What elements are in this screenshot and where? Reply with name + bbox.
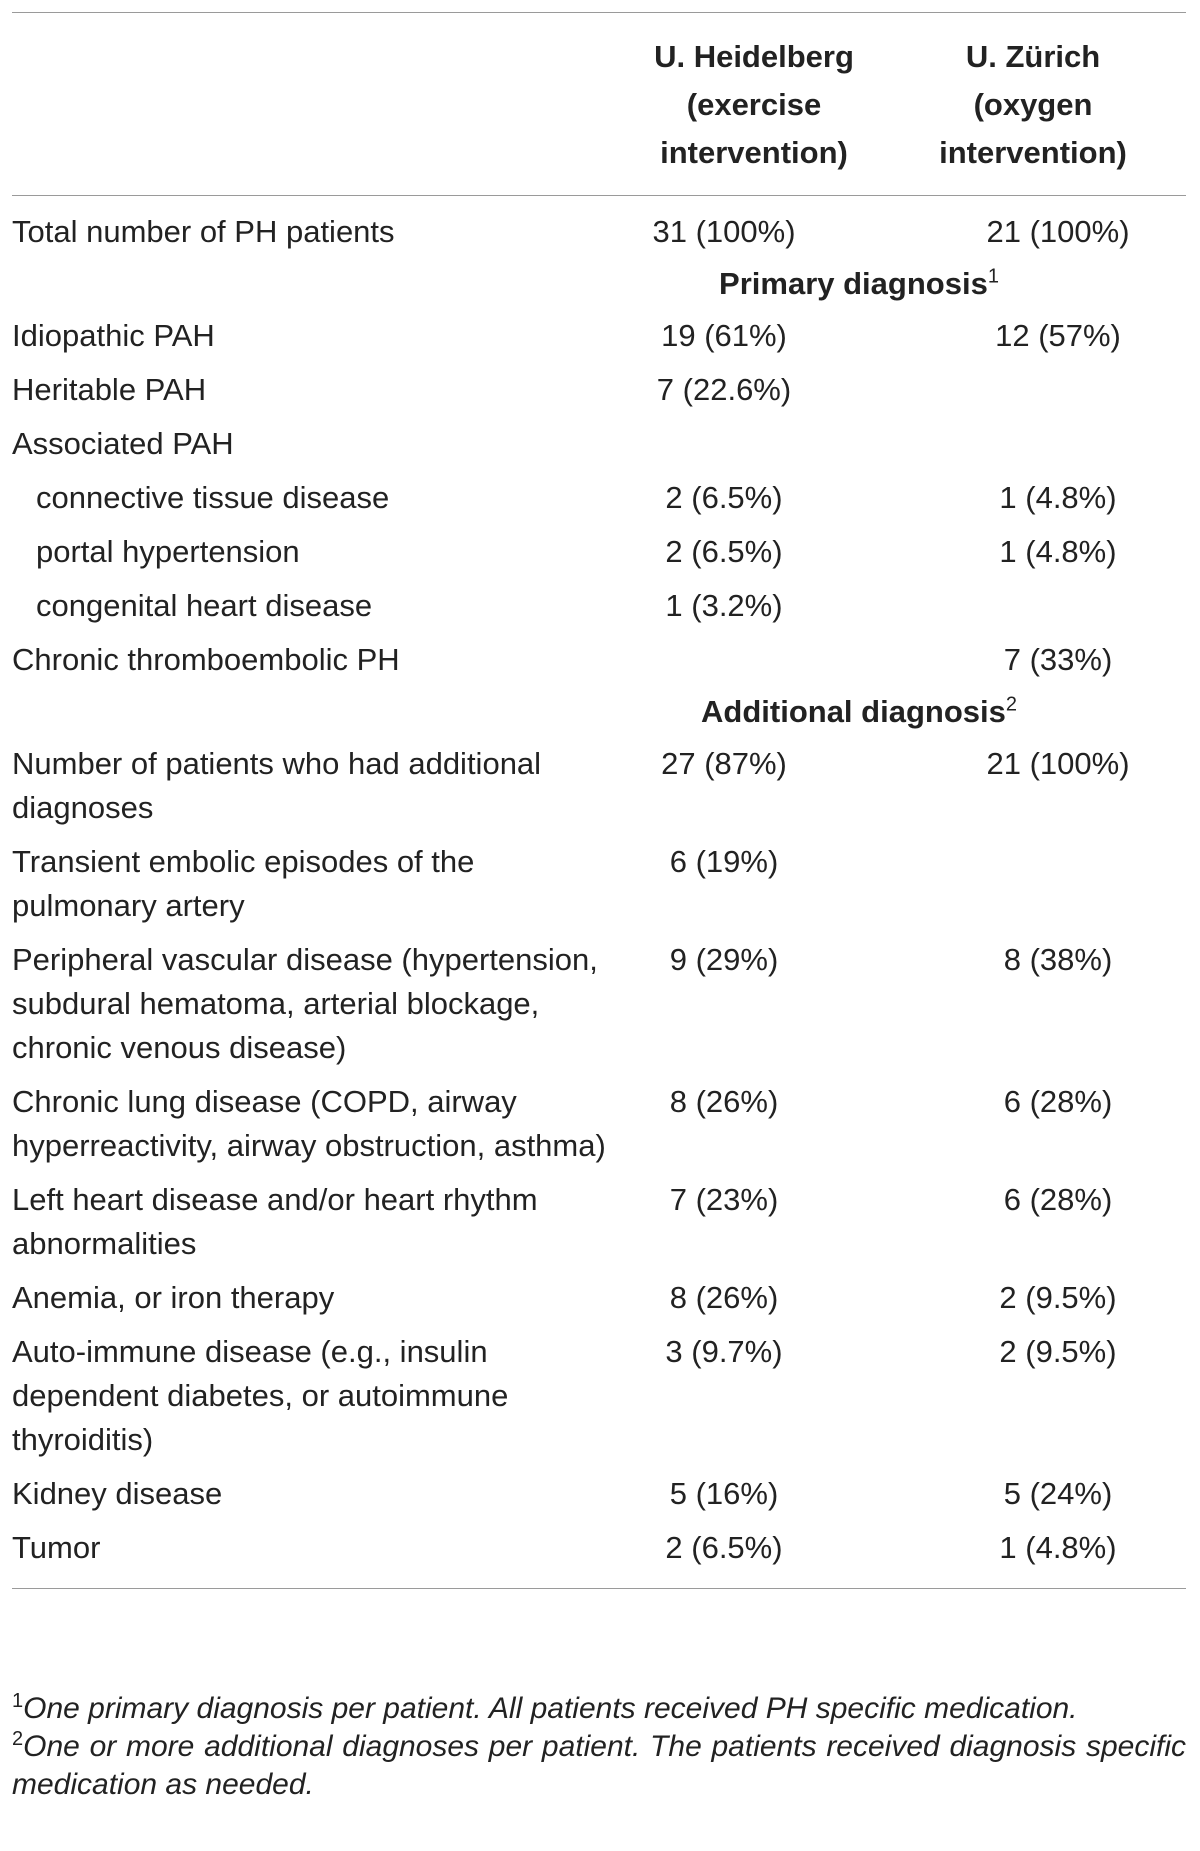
row-label: Kidney disease [12, 1476, 223, 1511]
row-label: Peripheral vascular disease (hypertension, subdural hematoma, arterial blockage, chronic venous disease) [12, 942, 598, 1065]
header-label-col [12, 13, 628, 196]
row-value-heidelberg [628, 634, 880, 688]
footnote-1-marker: 1 [12, 1690, 24, 1712]
row-value-heidelberg: 2 (6.5%) [665, 534, 783, 569]
row-value-zurich: 6 (28%) [1003, 1182, 1113, 1217]
row-value-zurich: 1 (4.8%) [999, 534, 1117, 569]
row-value-heidelberg: 31 (100%) [652, 214, 796, 249]
row-value-heidelberg: 6 (19%) [669, 844, 779, 879]
table-row [12, 1468, 1186, 1522]
row-value-heidelberg: 7 (22.6%) [656, 372, 792, 407]
row-value-heidelberg: 3 (9.7%) [665, 1334, 783, 1369]
section-primary-sup: 1 [987, 265, 999, 288]
row-value-heidelberg: 8 (26%) [669, 1280, 779, 1315]
row-value-zurich: 1 (4.8%) [880, 1522, 1186, 1589]
row-label: Associated PAH [12, 426, 234, 461]
table-row [12, 1272, 1186, 1326]
header-zurich-line-3: intervention) [939, 135, 1127, 170]
row-value-heidelberg: 7 (23%) [669, 1182, 779, 1217]
row-value-heidelberg: 2 (6.5%) [628, 1522, 880, 1589]
row-value-heidelberg: 27 (87%) [661, 746, 787, 781]
row-label: Auto-immune disease (e.g., insulin dependent diabetes, or autoimmune thyroiditis) [12, 1334, 509, 1457]
table-row [12, 196, 1186, 261]
row-value-heidelberg: 19 (61%) [661, 318, 787, 353]
section-title [12, 260, 1186, 310]
footnote-2 [12, 1728, 1186, 1804]
table-row [12, 1174, 1186, 1272]
row-value-heidelberg: 9 (29%) [669, 942, 779, 977]
row-label: Number of patients who had additional diagnoses [12, 746, 542, 825]
section-primary-title: Primary diagnosis [719, 266, 988, 301]
table-row [12, 1522, 1186, 1589]
header-zurich-line-2: (oxygen [973, 87, 1093, 122]
footnote-2-marker: 2 [12, 1728, 24, 1750]
row-label: connective tissue disease [36, 480, 390, 515]
row-value-zurich [880, 418, 1186, 472]
table-row [12, 934, 1186, 1076]
table-row [12, 738, 1186, 836]
row-label: Transient embolic episodes of the pulmonary artery [12, 844, 475, 923]
row-value-zurich: 21 (100%) [986, 214, 1130, 249]
section-additional-sup: 2 [1005, 693, 1017, 716]
header-zurich-line-1: U. Zürich [965, 39, 1101, 74]
table-row [12, 526, 1186, 580]
row-value-zurich: 2 (9.5%) [999, 1280, 1117, 1315]
row-label: Total number of PH patients [12, 214, 395, 249]
row-label: congenital heart disease [36, 588, 373, 623]
row-value-zurich [880, 580, 1186, 634]
section-additional-title: Additional diagnosis [701, 694, 1006, 729]
row-value-heidelberg [628, 418, 880, 472]
footnote-1-text: One primary diagnosis per patient. All patients received PH specific medication. [23, 1692, 1078, 1725]
row-label: Chronic thromboembolic PH [12, 642, 400, 677]
row-value-heidelberg: 1 (3.2%) [665, 588, 783, 623]
table-row [12, 580, 1186, 634]
footnote-1 [12, 1690, 1186, 1728]
header-heidelberg-line-3: intervention) [660, 135, 848, 170]
row-value-heidelberg: 5 (16%) [669, 1476, 779, 1511]
footnote-2-text: One or more additional diagnoses per patient. The patients received diagnosis specific medication as needed. [12, 1730, 1186, 1801]
table-row [12, 472, 1186, 526]
row-value-zurich: 2 (9.5%) [999, 1334, 1117, 1369]
table-row [12, 1076, 1186, 1174]
header-heidelberg [628, 13, 880, 196]
row-label: Anemia, or iron therapy [12, 1280, 335, 1315]
row-value-zurich: 6 (28%) [1003, 1084, 1113, 1119]
header-zurich [880, 13, 1186, 196]
table-row [12, 836, 1186, 934]
row-value-heidelberg: 2 (6.5%) [665, 480, 783, 515]
header-heidelberg-line-1: U. Heidelberg [654, 39, 854, 74]
row-label: Tumor [12, 1522, 628, 1589]
table-row [12, 364, 1186, 418]
diagnosis-table [12, 12, 1186, 1589]
section-primary-diagnosis [12, 260, 1186, 310]
row-label: Left heart disease and/or heart rhythm abnormalities [12, 1182, 538, 1261]
table-body [12, 196, 1186, 1589]
section-additional-diagnosis [12, 688, 1186, 738]
row-value-zurich [880, 836, 1186, 934]
section-title [12, 688, 1186, 738]
table-row [12, 310, 1186, 364]
row-label: portal hypertension [36, 534, 300, 569]
table-header [12, 13, 1186, 196]
table-row [12, 1326, 1186, 1468]
row-value-zurich [880, 364, 1186, 418]
row-label: Chronic lung disease (COPD, airway hyperreactivity, airway obstruction, asthma) [12, 1084, 606, 1163]
row-label: Heritable PAH [12, 372, 207, 407]
row-value-zurich: 21 (100%) [986, 746, 1130, 781]
row-value-zurich: 12 (57%) [995, 318, 1121, 353]
table-footnotes [12, 1690, 1186, 1804]
row-value-heidelberg: 8 (26%) [669, 1084, 779, 1119]
table-row [12, 418, 1186, 472]
row-value-zurich: 1 (4.8%) [999, 480, 1117, 515]
row-value-zurich: 7 (33%) [1003, 642, 1113, 677]
row-value-zurich: 5 (24%) [1003, 1476, 1113, 1511]
table-row [12, 634, 1186, 688]
row-label: Idiopathic PAH [12, 318, 215, 353]
header-heidelberg-line-2: (exercise [686, 87, 822, 122]
row-value-zurich: 8 (38%) [1003, 942, 1113, 977]
